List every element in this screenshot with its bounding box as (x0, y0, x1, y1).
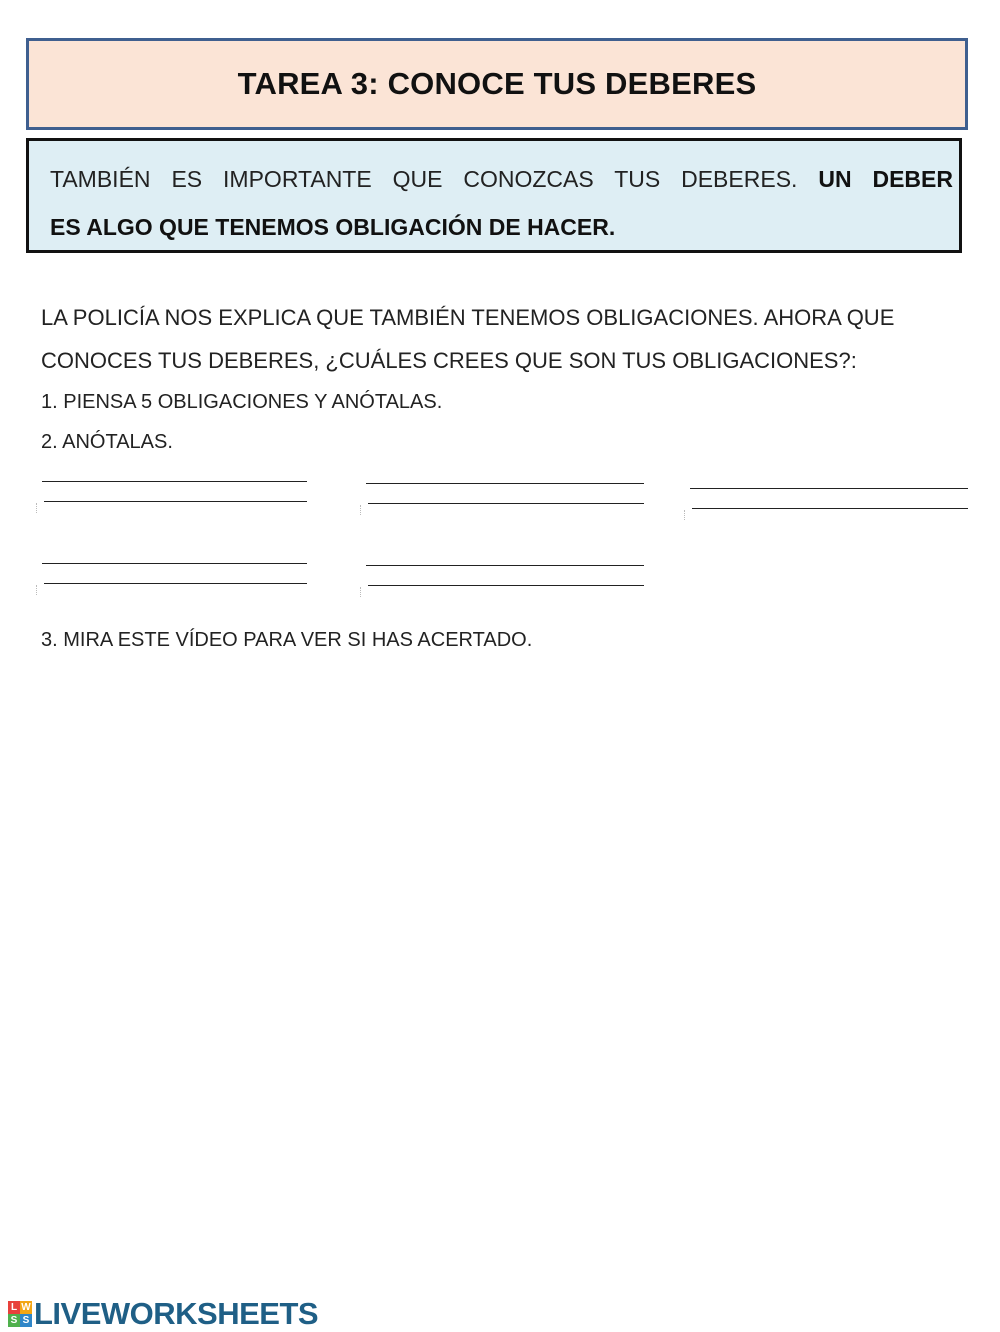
logo-letter: S (8, 1314, 20, 1327)
intro-line-2: CONOCES TUS DEBERES, ¿CUÁLES CREES QUE SON TUS OBLIGACIONES?: (41, 348, 857, 373)
task-title: TAREA 3: CONOCE TUS DEBERES (237, 66, 757, 101)
logo-grid-icon (8, 1301, 32, 1327)
definition-line-2: ES ALGO QUE TENEMOS OBLIGACIÓN DE HACER. (50, 214, 616, 240)
definition-text: TAMBIÉN ES IMPORTANTE QUE CONOZCAS TUS DEBERES. (50, 166, 819, 192)
logo-letter: L (8, 1301, 20, 1314)
answer-field-1[interactable] (42, 481, 307, 505)
logo-letter: S (20, 1314, 32, 1327)
answer-field-3[interactable] (690, 488, 968, 512)
step-1: 1. PIENSA 5 OBLIGACIONES Y ANÓTALAS. (41, 391, 443, 413)
step-2: 2. ANÓTALAS. (41, 431, 173, 453)
answer-field-5[interactable] (366, 565, 644, 589)
definition-box (26, 138, 962, 253)
answer-field-4[interactable] (42, 563, 307, 587)
task-title-box (26, 38, 968, 130)
answer-field-2[interactable] (366, 483, 644, 507)
definition-bold-start: UN DEBER (818, 166, 953, 192)
logo-letter: W (21, 1302, 31, 1313)
intro-line-1: LA POLICÍA NOS EXPLICA QUE TAMBIÉN TENEMOS OBLIGACIONES. AHORA QUE (41, 305, 895, 330)
definition-line-1 (50, 155, 953, 203)
step-3: 3. MIRA ESTE VÍDEO PARA VER SI HAS ACERTADO. (41, 629, 533, 651)
logo-text: LIVEWORKSHEETS (34, 1296, 319, 1331)
liveworksheets-logo[interactable] (8, 1296, 318, 1332)
